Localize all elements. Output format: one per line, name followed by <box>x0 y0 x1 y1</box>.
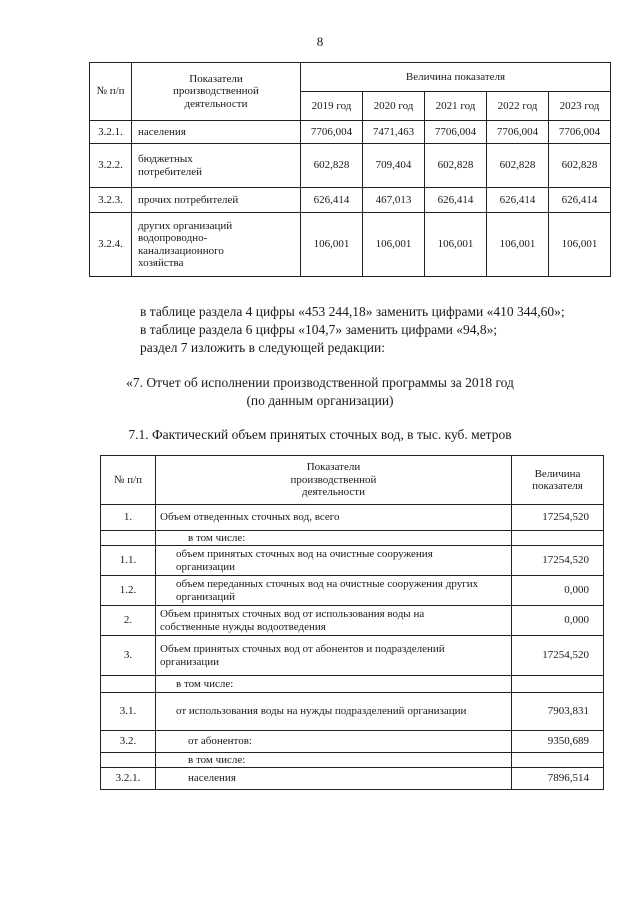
row-num: 3.2.1. <box>101 768 156 790</box>
row-value: 17254,520 <box>512 546 604 576</box>
row-name: Объем принятых сточных вод от абонентов и подразделений организации <box>156 636 512 676</box>
row-value: 106,001 <box>425 213 487 277</box>
row-name: в том числе: <box>156 753 512 768</box>
row-value: 106,001 <box>487 213 549 277</box>
wastewater-volume-table <box>100 455 604 790</box>
row-value: 602,828 <box>425 144 487 188</box>
header-value: Величина показателя <box>512 456 604 505</box>
table-row <box>101 606 604 636</box>
row-value: 626,414 <box>487 188 549 213</box>
header-year: 2020 год <box>363 92 425 121</box>
subsection-title: 7.1. Фактический объем принятых сточных вод, в тыс. куб. метров <box>128 427 512 442</box>
table-row <box>90 144 611 188</box>
row-num <box>101 531 156 546</box>
row-value: 7706,004 <box>301 121 363 144</box>
row-name: Объем отведенных сточных вод, всего <box>156 505 512 531</box>
row-num: 2. <box>101 606 156 636</box>
row-value: 7706,004 <box>487 121 549 144</box>
row-num: 3.2.2. <box>90 144 132 188</box>
row-value: 17254,520 <box>512 636 604 676</box>
row-name: от абонентов: <box>156 731 512 753</box>
row-num: 3.2.1. <box>90 121 132 144</box>
row-value: 626,414 <box>301 188 363 213</box>
amendment-line-3: раздел 7 изложить в следующей редакции: <box>140 340 386 355</box>
row-value <box>512 753 604 768</box>
header-indicator: Показатели производственной деятельности <box>132 63 301 121</box>
row-value: 7471,463 <box>363 121 425 144</box>
table-row <box>101 731 604 753</box>
row-value: 602,828 <box>301 144 363 188</box>
row-num: 3.2.4. <box>90 213 132 277</box>
amendment-line-2: в таблице раздела 6 цифры «104,7» заменить цифрами «94,8»; <box>140 322 498 337</box>
row-num: 1.1. <box>101 546 156 576</box>
row-num: 1. <box>101 505 156 531</box>
row-name: в том числе: <box>156 676 512 693</box>
amendment-line-1: в таблице раздела 4 цифры «453 244,18» заменить цифрами «410 344,60»; <box>140 304 565 319</box>
row-value: 709,404 <box>363 144 425 188</box>
row-name: населения <box>132 121 301 144</box>
row-name: от использования воды на нужды подразделений организации <box>156 693 512 731</box>
page-number: 8 <box>316 34 324 49</box>
indicators-by-year-table <box>89 62 611 277</box>
table-row <box>101 531 604 546</box>
table-row <box>101 753 604 768</box>
table-row <box>101 546 604 576</box>
header-year: 2023 год <box>549 92 611 121</box>
header-value-group: Величина показателя <box>301 63 611 92</box>
row-name: объем переданных сточных вод на очистные сооружения других организаций <box>156 576 512 606</box>
row-num: 3.2. <box>101 731 156 753</box>
header-num: № п/п <box>90 63 132 121</box>
header-year: 2021 год <box>425 92 487 121</box>
row-value: 626,414 <box>549 188 611 213</box>
row-name: в том числе: <box>156 531 512 546</box>
table-row <box>101 505 604 531</box>
row-value: 467,013 <box>363 188 425 213</box>
row-value: 7706,004 <box>425 121 487 144</box>
table-row <box>101 576 604 606</box>
row-num: 3.2.3. <box>90 188 132 213</box>
row-value: 0,000 <box>512 606 604 636</box>
table-row <box>101 768 604 790</box>
row-value <box>512 531 604 546</box>
row-name: Объем принятых сточных вод от использования воды на собственные нужды водоотведения <box>156 606 512 636</box>
row-num: 3.1. <box>101 693 156 731</box>
row-value: 0,000 <box>512 576 604 606</box>
row-value: 106,001 <box>363 213 425 277</box>
row-name: объем принятых сточных вод на очистные сооружения организации <box>156 546 512 576</box>
row-value: 106,001 <box>301 213 363 277</box>
row-name: населения <box>156 768 512 790</box>
table-row <box>101 636 604 676</box>
row-value: 106,001 <box>549 213 611 277</box>
row-value: 602,828 <box>487 144 549 188</box>
row-num: 1.2. <box>101 576 156 606</box>
header-year: 2022 год <box>487 92 549 121</box>
table-row <box>101 693 604 731</box>
row-value <box>512 676 604 693</box>
row-name: бюджетных потребителей <box>132 144 301 188</box>
table-row <box>90 121 611 144</box>
header-num: № п/п <box>101 456 156 505</box>
row-value: 7903,831 <box>512 693 604 731</box>
section-title: «7. Отчет об исполнении производственной программы за 2018 год <box>126 375 514 390</box>
row-num <box>101 676 156 693</box>
header-year: 2019 год <box>301 92 363 121</box>
row-name: прочих потребителей <box>132 188 301 213</box>
row-value: 9350,689 <box>512 731 604 753</box>
row-num: 3. <box>101 636 156 676</box>
row-value: 626,414 <box>425 188 487 213</box>
table-row <box>90 188 611 213</box>
row-value: 7896,514 <box>512 768 604 790</box>
row-value: 602,828 <box>549 144 611 188</box>
table-row <box>101 676 604 693</box>
section-subtitle: (по данным организации) <box>246 393 394 408</box>
header-indicator: Показатели производственной деятельности <box>156 456 512 505</box>
row-value: 17254,520 <box>512 505 604 531</box>
row-name: других организаций водопроводно-канализационного хозяйства <box>132 213 301 277</box>
row-num <box>101 753 156 768</box>
row-value: 7706,004 <box>549 121 611 144</box>
table-row <box>90 213 611 277</box>
